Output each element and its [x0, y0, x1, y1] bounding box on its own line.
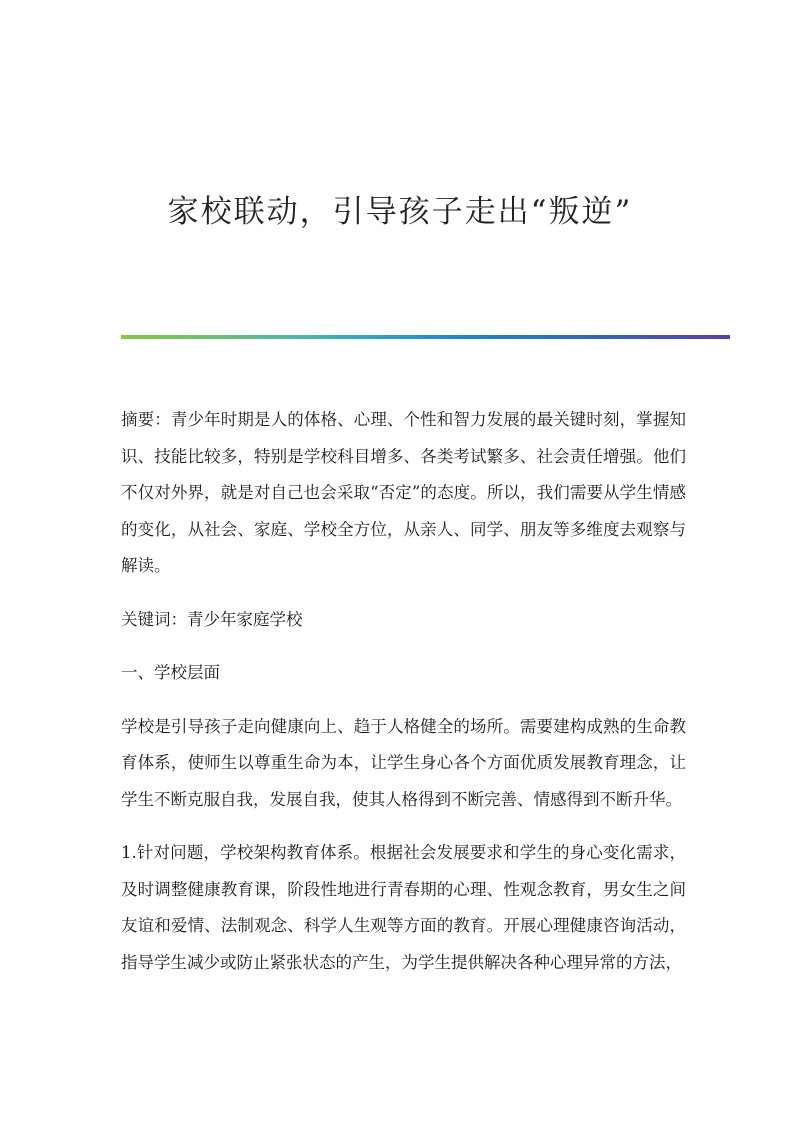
body-paragraph: 学校是引导孩子走向健康向上、趋于人格健全的场所。需要建构成熟的生命教育体系，使师生以尊重生命为本，让学生身心各个方面优质发展教育理念，让学生不断克服自我，发展自我，使其人格得到不断完善、情感得到不断升华。 — [121, 716, 686, 809]
title-divider — [121, 335, 730, 339]
document-body — [121, 402, 686, 998]
abstract-paragraph: 摘要：青少年时期是人的体格、心理、个性和智力发展的最关键时刻，掌握知识、技能比较多，特别是学校科目增多、各类考试繁多、社会责任增强。他们不仅对外界，就是对自己也会采取“否定”的态度。所以，我们需要从学生情感的变化，从社会、家庭、学校全方位，从亲人、同学、朋友等多维度去观察与解读。 — [121, 410, 686, 575]
body-paragraph: 1.针对问题，学校架构教育体系。根据社会发展要求和学生的身心变化需求，及时调整健康教育课，阶段性地进行青春期的心理、性观念教育，男女生之间友谊和爱情、法制观念、科学人生观等方面的教育。开展心理健康咨询活动，指导学生减少或防止紧张状态的产生，为学生提供解决各种心理异常的方法， — [121, 843, 686, 972]
keywords-line: 关键词：青少年家庭学校 — [121, 609, 303, 629]
section-heading: 一、学校层面 — [121, 663, 220, 682]
document-title: 家校联动，引导孩子走出“叛逆” — [167, 194, 633, 230]
